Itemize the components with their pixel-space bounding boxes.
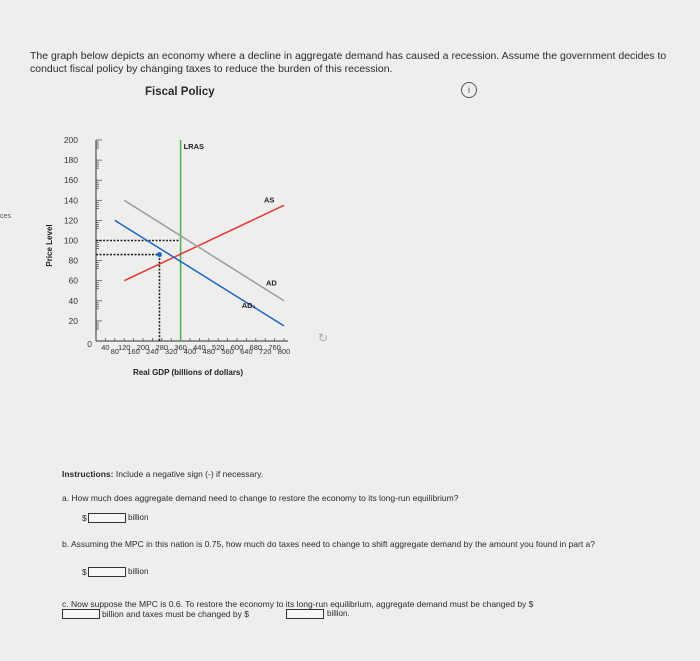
question-b-unit: billion (128, 567, 149, 576)
question-b-text: b. Assuming the MPC in this nation is 0.75, how much do taxes need to change to shift aggregate demand by the amount you found in part a? (62, 539, 596, 549)
question-a-currency: $ (82, 513, 87, 523)
curve-ad (124, 200, 284, 300)
question-b-currency: $ (82, 567, 87, 577)
instructions (62, 469, 263, 479)
x-tick-label: 640 (240, 347, 253, 356)
question-c-text-2: billion and taxes must be changed by $ (102, 609, 249, 619)
instructions-prefix: Instructions: (62, 469, 114, 479)
x-tick-label: 560 (221, 347, 234, 356)
info-icon[interactable]: i (461, 82, 477, 98)
y-tick-label: 160 (63, 175, 78, 186)
x-tick-label: 760 (268, 343, 281, 352)
y-tick-label: 180 (63, 155, 78, 166)
y-tick-label: 120 (63, 215, 78, 226)
question-a-text: a. How much does aggregate demand need to change to restore the economy to its long-run equilibrium? (62, 493, 459, 503)
y-tick-label: 200 (63, 135, 78, 145)
y-tick-label: 40 (68, 295, 78, 306)
y-axis-label: Price Level (45, 224, 54, 267)
graph-title: Fiscal Policy (145, 86, 215, 98)
question-c-unit: billion. (327, 609, 350, 618)
x-tick-label: 120 (117, 343, 131, 352)
x-tick-label: 400 (183, 347, 197, 356)
x-tick-label: 800 (277, 347, 291, 356)
x-tick-label: 600 (230, 343, 244, 352)
question-c-text-1: c. Now suppose the MPC is 0.6. To restore the economy to its long-run equilibrium, aggregate demand must be changed by $ (62, 599, 534, 609)
x-tick-label: 520 (211, 343, 225, 352)
curve-as (124, 205, 284, 280)
instructions-text: Include a negative sign (-) if necessary. (113, 469, 264, 479)
x-tick-label: 80 (110, 347, 119, 356)
x-tick-label: 720 (258, 347, 272, 356)
x-tick-label: 680 (249, 343, 263, 352)
ad1-label: AD₁ (241, 300, 256, 310)
y-tick-label: 20 (68, 315, 78, 326)
x-tick-label: 360 (174, 343, 187, 352)
recession-equilibrium-point (157, 252, 162, 257)
y-tick-label: 80 (68, 255, 78, 266)
question-b-answer-input[interactable] (88, 567, 126, 577)
question-c-tax-answer-input[interactable] (286, 609, 324, 619)
side-fragment-text: ces (0, 213, 11, 220)
y-tick-label: 0 (87, 339, 92, 349)
x-tick-label: 40 (101, 343, 110, 352)
y-tick-label: 100 (63, 235, 78, 246)
y-tick-label: 60 (68, 275, 78, 286)
y-tick-label: 140 (63, 195, 78, 206)
x-tick-label: 320 (164, 347, 178, 356)
question-a-unit: billion (128, 513, 149, 522)
question-c-ad-answer-input[interactable] (62, 609, 100, 619)
intro-text: The graph below depicts an economy where a decline in aggregate demand has caused a recession. Assume the government decides to conduct fiscal policy by changing taxes to reduce the burden of this recession. (30, 50, 667, 75)
as-label: AS (264, 195, 275, 205)
x-tick-label: 160 (127, 347, 140, 356)
lras-label: LRAS (183, 142, 205, 151)
x-tick-label: 240 (146, 347, 159, 356)
ad-label: AD (266, 278, 277, 288)
x-axis-label: Real GDP (billions of dollars) (132, 368, 244, 377)
reset-graph-icon[interactable]: ↻ (318, 331, 329, 345)
x-tick-label: 280 (155, 343, 169, 352)
x-tick-label: 440 (193, 343, 206, 352)
x-tick-label: 480 (202, 347, 216, 356)
x-tick-label: 200 (136, 343, 150, 352)
question-a-answer-input[interactable] (88, 513, 126, 523)
